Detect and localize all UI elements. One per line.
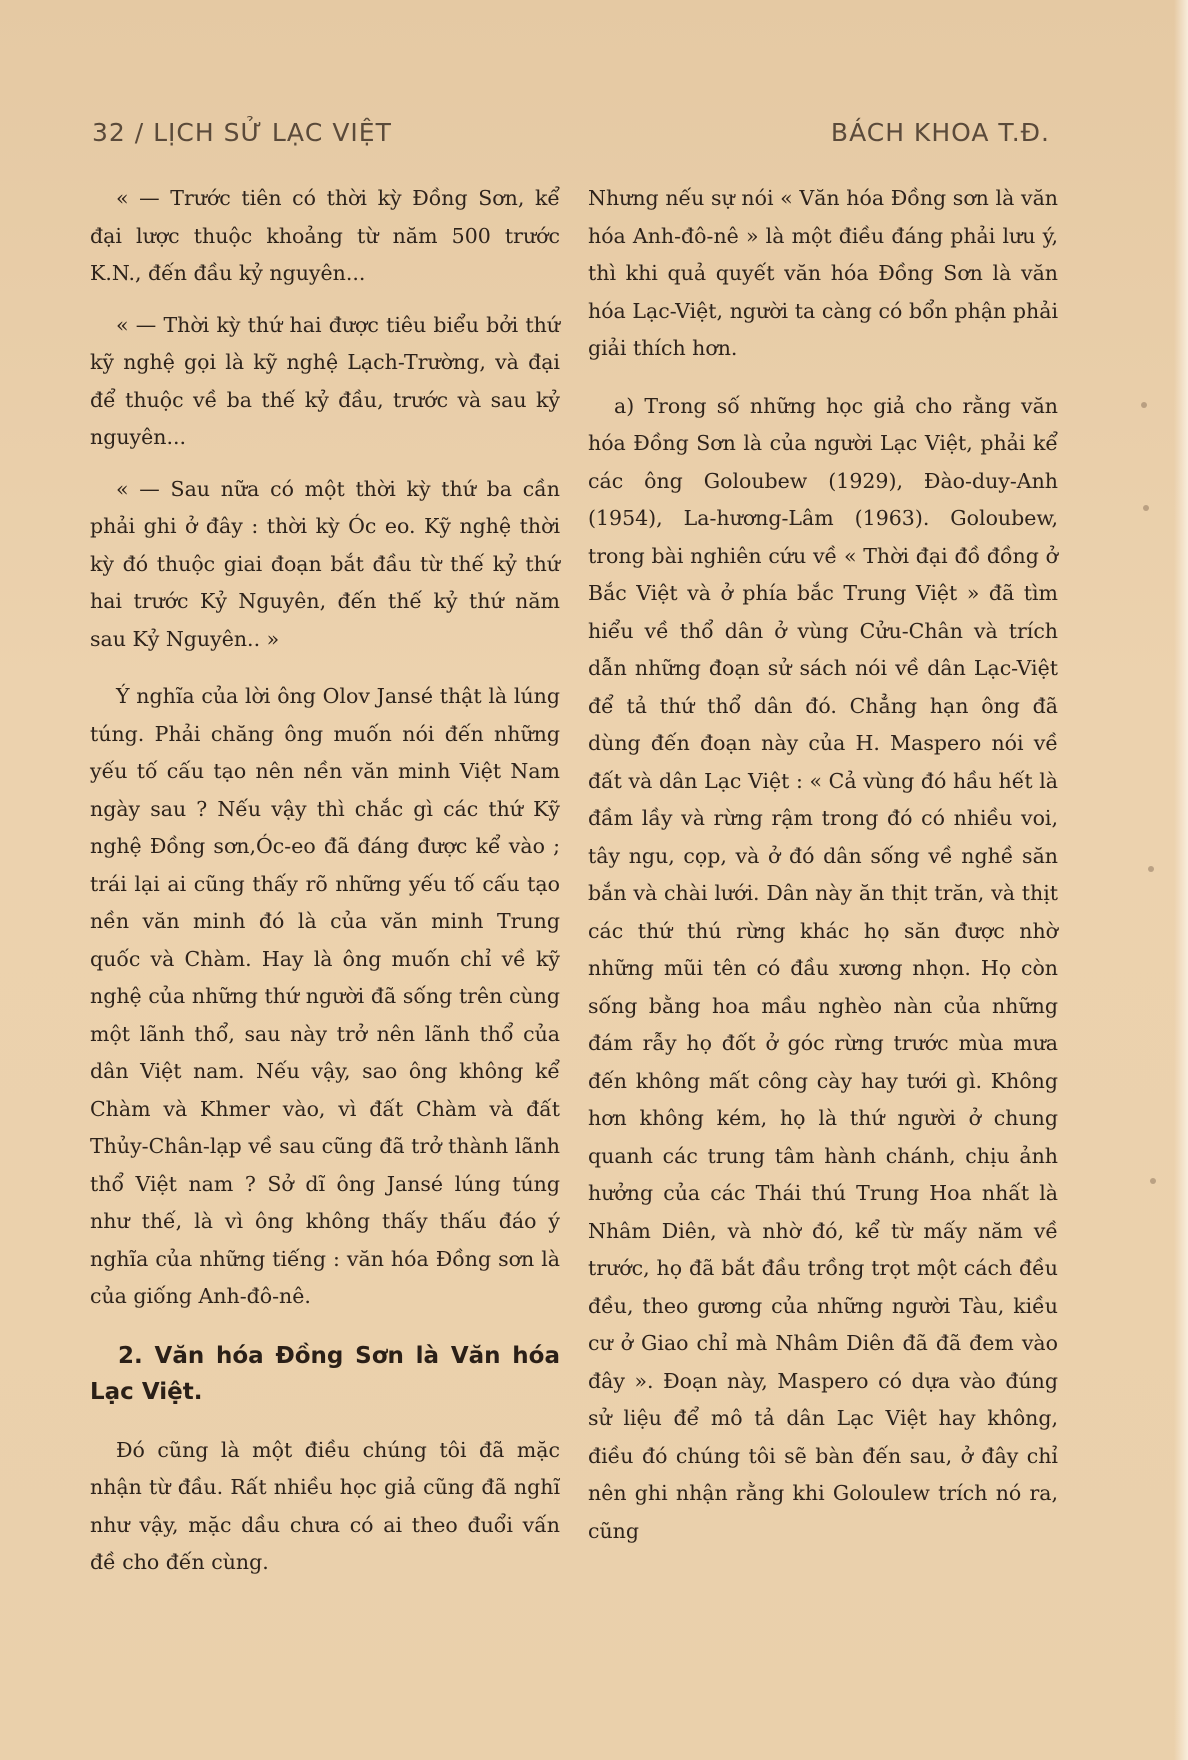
quote-paragraph-1: « — Trước tiên có thời kỳ Đồng Sơn, kể đại lược thuộc khoảng từ năm 500 trước K.N., đến đầu kỷ nguyên... xyxy=(90,186,560,285)
body-paragraph: a) Trong số những học giả cho rằng văn hóa Đồng Sơn là của người Lạc Việt, phải kể các ông Goloubew (1929), Đào-duy-Anh (1954), La-hương-Lâm (1963). Goloubew, trong bài nghiên cứu về « Thời đại đồ đồng ở Bắc Việt và ở phía bắc Trung Việt » đã tìm hiểu về thổ dân ở vùng Cửu-Chân và trích dẫn những đoạn sử sách nói về dân Lạc-Việt để tả thứ thổ dân đó. Chẳng hạn ông đã dùng đến đoạn này của H. Maspero nói về đất và dân Lạc Việt : « Cả vùng đó hầu hết là đầm lầy và rừng rậm trong đó có nhiều voi, tây ngu, cọp, và ở đó dân sống về nghề săn bắn và chài lưới. Dân này ăn thịt trăn, và thịt các thứ thú rừng khác họ săn được nhờ những mũi tên có đầu xương nhọn. Họ còn sống bằng hoa mầu nghèo nàn của những đám rẫy họ đốt ở góc rừng trước mùa mưa đến không mất công cày hay tưới gì. Không hơn không kém, họ là thứ người ở chung quanh các trung tâm hành chánh, chịu ảnh hưởng của các Thái thú Trung Hoa nhất là Nhâm Diên, và nhờ đó, kể từ mấy năm về trước, họ đã bắt đầu trồng trọt một cách đều đều, theo gương của những người Tàu, kiều cư ở Giao chỉ mà Nhâm Diên đã đã đem vào đây ». Đoạn này, Maspero có dựa vào đúng sử liệu để mô tả dân Lạc Việt hay không, điều đó chúng tôi sẽ bàn đến sau, ở đây chỉ nên ghi nhận rằng khi Goloulew trích nó ra, cũng xyxy=(588,393,1058,1543)
quote-paragraph-3: « — Sau nữa có một thời kỳ thứ ba cần phải ghi ở đây : thời kỳ Óc eo. Kỹ nghệ thời kỳ đó thuộc giai đoạn bắt đầu từ thế kỷ thứ hai trước Kỷ Nguyên, đến thế kỷ thứ năm sau Kỷ Nguyên.. » xyxy=(90,476,560,651)
right-column xyxy=(588,180,1058,1550)
section-heading: 2. Văn hóa Đồng Sơn là Văn hóa Lạc Việt. xyxy=(90,1342,560,1405)
body-paragraph: Nhưng nếu sự nói « Văn hóa Đồng sơn là văn hóa Anh-đô-nê » là một điều đáng phải lưu ý, thì khi quả quyết văn hóa Đồng Sơn là văn hóa Lạc-Việt, người ta càng có bổn phận phải giải thích hơn. xyxy=(588,186,1058,360)
paper-speck xyxy=(1150,1178,1156,1184)
left-column xyxy=(90,180,560,1582)
running-head-right: BÁCH KHOA T.Đ. xyxy=(830,117,1050,147)
paper-speck xyxy=(1148,866,1154,872)
body-paragraph: Đó cũng là một điều chúng tôi đã mặc nhận từ đầu. Rất nhiều học giả cũng đã nghĩ như vậy, mặc dầu chưa có ai theo đuổi vấn đề cho đến cùng. xyxy=(90,1437,560,1574)
quote-paragraph-2: « — Thời kỳ thứ hai được tiêu biểu bởi thứ kỹ nghệ gọi là kỹ nghệ Lạch-Trường, và đại để thuộc về ba thế kỷ đầu, trước và sau kỷ nguyên... xyxy=(90,312,560,449)
running-head xyxy=(92,112,1050,152)
body-paragraph: Ý nghĩa của lời ông Olov Jansé thật là lúng túng. Phải chăng ông muốn nói đến những yếu tố cấu tạo nên nền văn minh Việt Nam ngày sau ? Nếu vậy thì chắc gì các thứ Kỹ nghệ Đồng sơn,Óc-eo đã đáng được kể vào ; trái lại ai cũng thấy rõ những yếu tố cấu tạo nền văn minh đó là của văn minh Trung quốc và Chàm. Hay là ông muốn chỉ về kỹ nghệ của những thứ người đã sống trên cùng một lãnh thổ, sau này trở nên lãnh thổ của dân Việt nam. Nếu vậy, sao ông không kể Chàm và Khmer vào, vì đất Chàm và đất Thủy-Chân-lạp về sau cũng đã trở thành lãnh thổ Việt nam ? Sở dĩ ông Jansé lúng túng như thế, là vì ông không thấy thấu đáo ý nghĩa của những tiếng : văn hóa Đồng sơn là của giống Anh-đô-nê. xyxy=(90,684,560,1308)
paper-speck xyxy=(1141,402,1147,408)
paper-speck xyxy=(1143,505,1149,511)
running-head-left: 32 / LỊCH SỬ LẠC VIỆT xyxy=(92,117,392,147)
